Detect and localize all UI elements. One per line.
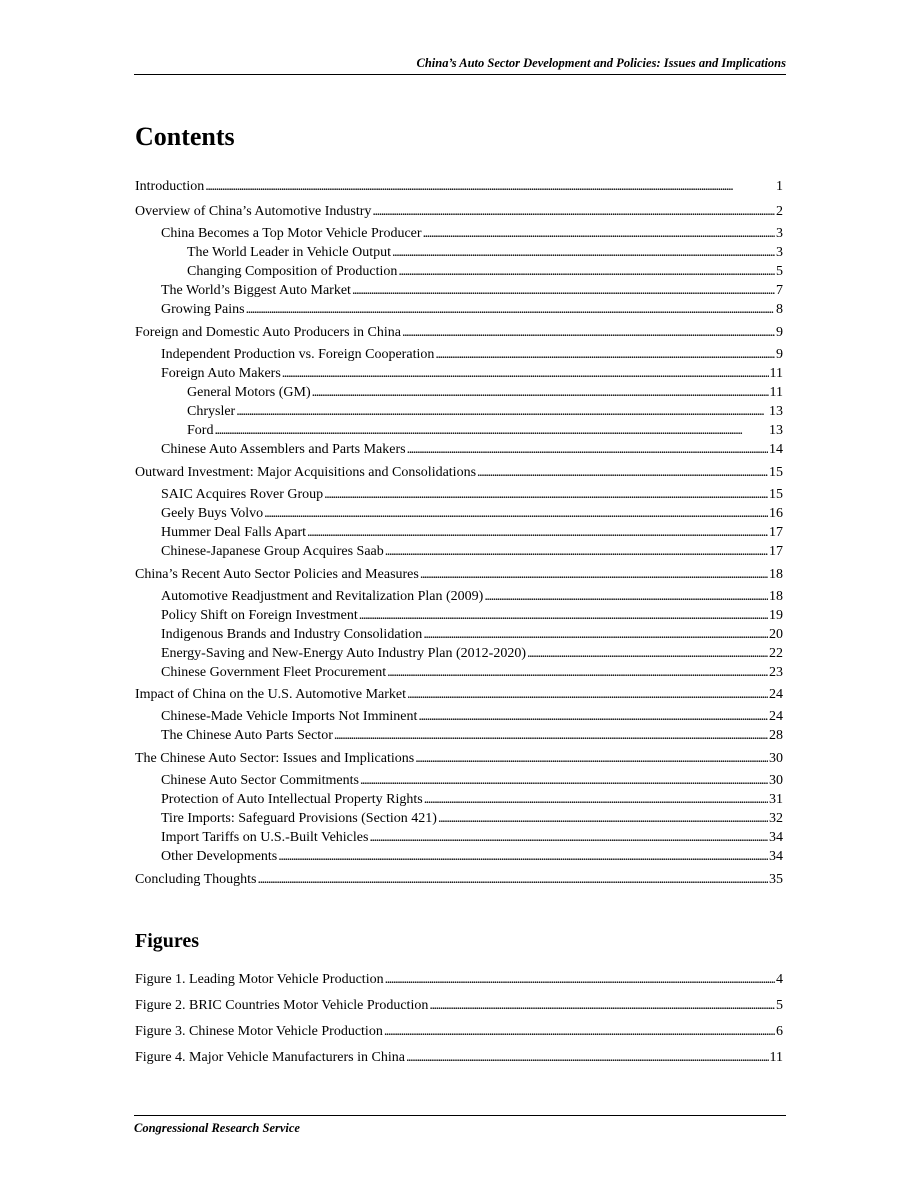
toc-entry[interactable]: Protection of Auto Intellectual Property Rights . . . 31 bbox=[135, 791, 783, 808]
toc-entry[interactable]: Other Developments . . . 34 bbox=[135, 848, 783, 865]
contents-title: Contents bbox=[135, 122, 235, 151]
toc-entry[interactable]: Ford . . . 13 bbox=[135, 422, 783, 439]
toc-entry[interactable]: The Chinese Auto Parts Sector . . . 28 bbox=[135, 727, 783, 744]
toc-entry[interactable]: Chinese-Made Vehicle Imports Not Imminent . . . 24 bbox=[135, 708, 783, 725]
toc-entry[interactable]: The World’s Biggest Auto Market . . . 7 bbox=[135, 282, 783, 299]
toc-entry[interactable]: Chinese Auto Sector Commitments . . . 30 bbox=[135, 772, 783, 789]
toc-entry[interactable]: Impact of China on the U.S. Automotive Market . . . 24 bbox=[135, 686, 783, 703]
toc-entry[interactable]: Independent Production vs. Foreign Cooperation . . . 9 bbox=[135, 346, 783, 363]
toc-entry[interactable]: Chinese-Japanese Group Acquires Saab . . . 17 bbox=[135, 543, 783, 560]
toc-entry[interactable]: Growing Pains . . . 8 bbox=[135, 301, 783, 318]
toc-entry[interactable]: Chinese Government Fleet Procurement . . . 23 bbox=[135, 664, 783, 681]
running-header: China’s Auto Sector Development and Policies: Issues and Implications bbox=[134, 56, 786, 75]
toc-entry[interactable]: Automotive Readjustment and Revitalization Plan (2009) . . . 18 bbox=[135, 588, 783, 605]
toc-entry[interactable]: China’s Recent Auto Sector Policies and Measures . . . 18 bbox=[135, 566, 783, 583]
toc-entry[interactable]: Foreign and Domestic Auto Producers in China . . . 9 bbox=[135, 324, 783, 341]
toc-entry[interactable]: Concluding Thoughts . . . 35 bbox=[135, 871, 783, 888]
toc-entry[interactable]: Foreign Auto Makers . . . 11 bbox=[135, 365, 783, 382]
toc-entry[interactable]: China Becomes a Top Motor Vehicle Producer . . . 3 bbox=[135, 225, 783, 242]
toc-entry[interactable]: Policy Shift on Foreign Investment . . . 19 bbox=[135, 607, 783, 624]
toc-entry[interactable]: Indigenous Brands and Industry Consolidation . . . 20 bbox=[135, 626, 783, 643]
toc-entry[interactable]: Chrysler . . . 13 bbox=[135, 403, 783, 420]
toc-entry[interactable]: The Chinese Auto Sector: Issues and Implications . . . 30 bbox=[135, 750, 783, 767]
figures-title: Figures bbox=[135, 930, 200, 952]
toc-entry[interactable]: Outward Investment: Major Acquisitions and Consolidations . . . 15 bbox=[135, 464, 783, 481]
toc-entry[interactable]: Introduction . . . 1 bbox=[135, 178, 783, 195]
toc-entry[interactable]: Chinese Auto Assemblers and Parts Makers . . . 14 bbox=[135, 441, 783, 458]
toc-entry[interactable]: Hummer Deal Falls Apart . . . 17 bbox=[135, 524, 783, 541]
figure-entry[interactable]: Figure 3. Chinese Motor Vehicle Production . . . 6 bbox=[135, 1023, 783, 1040]
toc-entry[interactable]: Changing Composition of Production . . . 5 bbox=[135, 263, 783, 280]
page-footer: Congressional Research Service bbox=[134, 1115, 786, 1136]
toc-entry[interactable]: Geely Buys Volvo . . . 16 bbox=[135, 505, 783, 522]
toc-entry[interactable]: Tire Imports: Safeguard Provisions (Section 421) . . . 32 bbox=[135, 810, 783, 827]
toc-entry[interactable]: Energy-Saving and New-Energy Auto Industry Plan (2012-2020) . . . 22 bbox=[135, 645, 783, 662]
figure-entry[interactable]: Figure 1. Leading Motor Vehicle Production . . . 4 bbox=[135, 971, 783, 988]
toc-entry[interactable]: SAIC Acquires Rover Group . . . 15 bbox=[135, 486, 783, 503]
toc-entry[interactable]: Import Tariffs on U.S.-Built Vehicles . . . 34 bbox=[135, 829, 783, 846]
toc-entry[interactable]: General Motors (GM) . . . 11 bbox=[135, 384, 783, 401]
toc-entry[interactable]: The World Leader in Vehicle Output . . . 3 bbox=[135, 244, 783, 261]
figure-entry[interactable]: Figure 2. BRIC Countries Motor Vehicle Production . . . 5 bbox=[135, 997, 783, 1014]
figure-entry[interactable]: Figure 4. Major Vehicle Manufacturers in China . . . 11 bbox=[135, 1049, 783, 1066]
toc-entry[interactable]: Overview of China’s Automotive Industry . . . 2 bbox=[135, 203, 783, 220]
